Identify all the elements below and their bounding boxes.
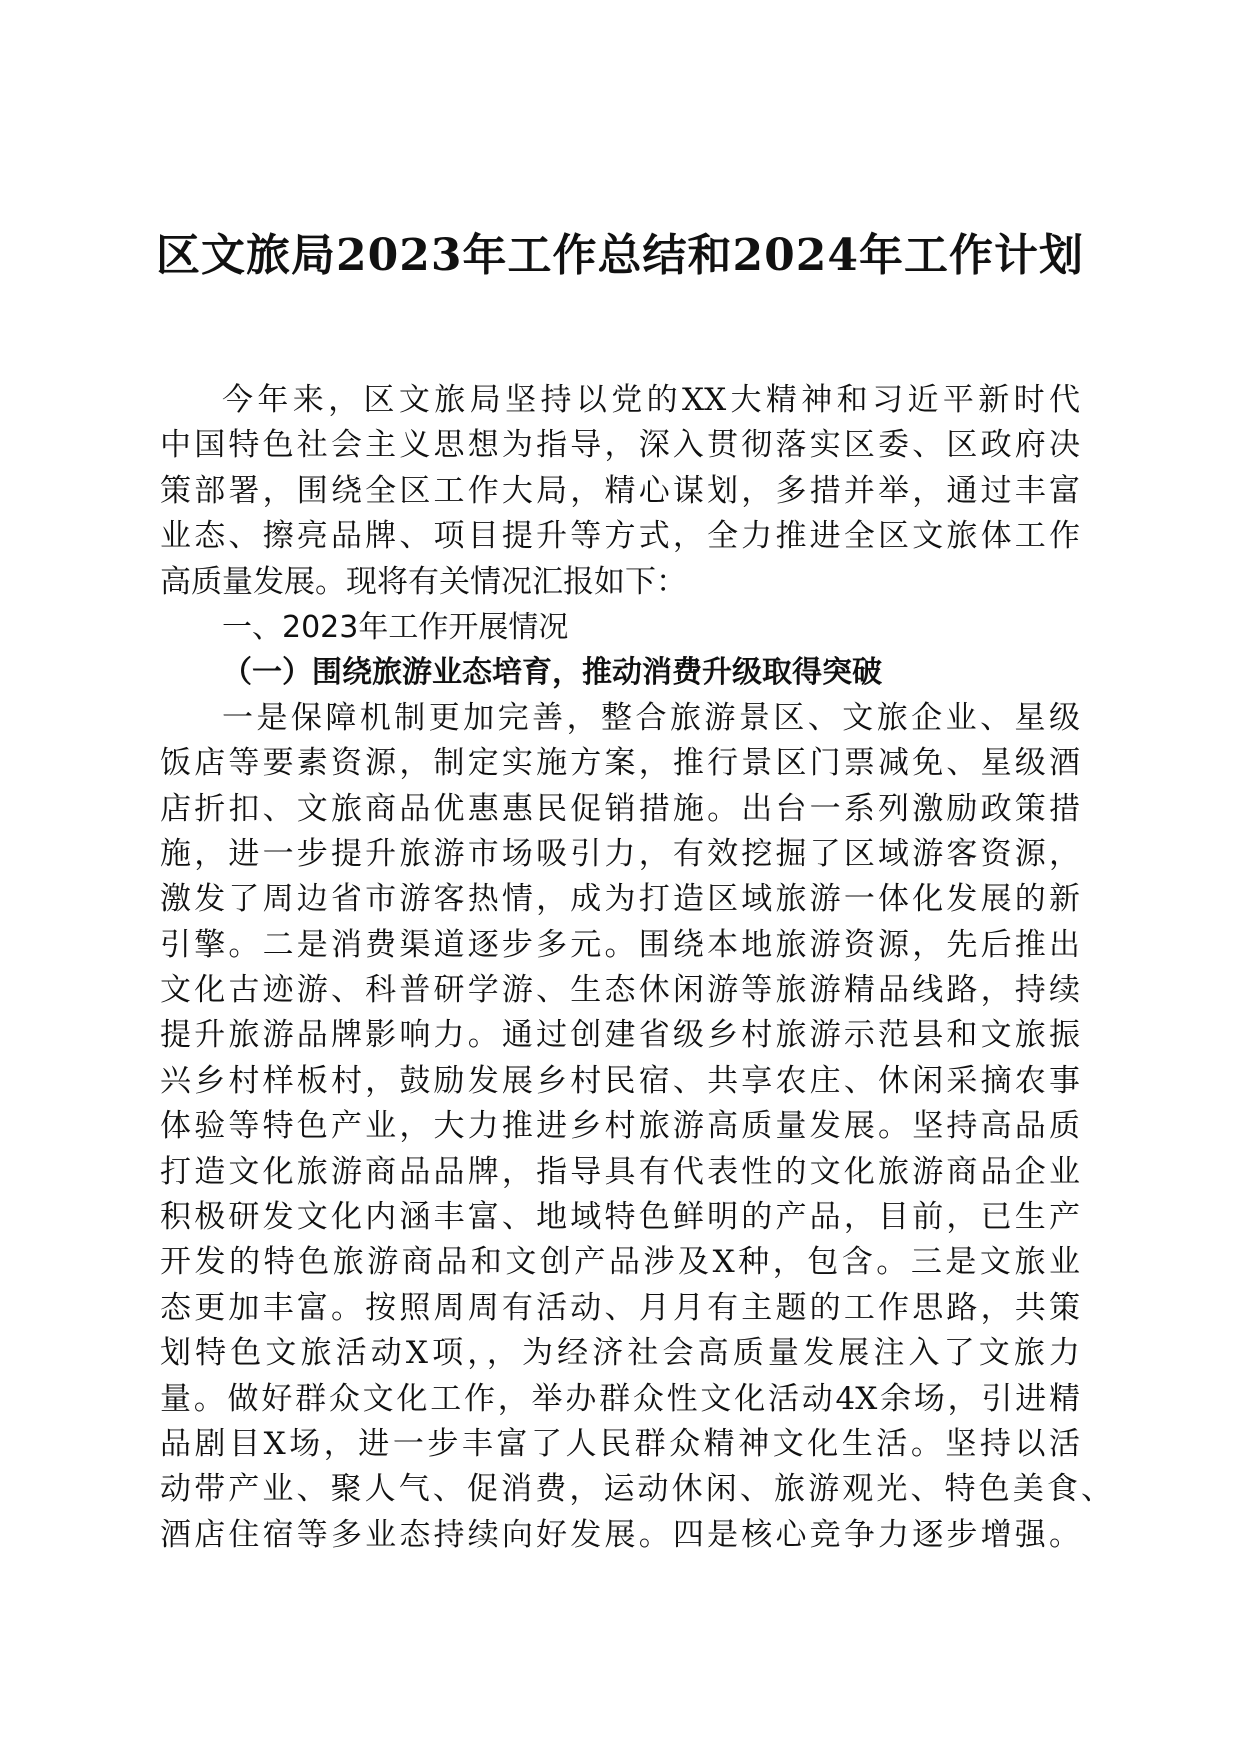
- body-line: 兴乡村样板村，鼓励发展乡村民宿、共享农庄、休闲采摘农事: [160, 1062, 1080, 1099]
- body-line: 酒店住宿等多业态持续向好发展。四是核心竞争力逐步增强。: [160, 1516, 1080, 1553]
- body-line: 打造文化旅游商品品牌，指导具有代表性的文化旅游商品企业: [160, 1153, 1080, 1190]
- body-line: 提升旅游品牌影响力。通过创建省级乡村旅游示范县和文旅振: [160, 1017, 1080, 1054]
- body-line: 引擎。二是消费渠道逐步多元。围绕本地旅游资源，先后推出: [160, 926, 1080, 963]
- body-line: 文化古迹游、科普研学游、生态休闲游等旅游精品线路，持续: [160, 972, 1080, 1009]
- body-line: 品剧目X场，进一步丰富了人民群众精神文化生活。坚持以活: [160, 1425, 1080, 1462]
- intro-paragraph: [160, 378, 1080, 605]
- body-line: 态更加丰富。按照周周有活动、月月有主题的工作思路，共策: [160, 1289, 1080, 1326]
- subsection-heading: （一）围绕旅游业态培育，推动消费升级取得突破: [222, 655, 882, 691]
- intro-line: 策部署，围绕全区工作大局，精心谋划，多措并举，通过丰富: [160, 472, 1080, 509]
- body-line: 积极研发文化内涵丰富、地域特色鲜明的产品，目前，已生产: [160, 1199, 1080, 1236]
- body-line: 饭店等要素资源，制定实施方案，推行景区门票减免、星级酒: [160, 745, 1080, 782]
- intro-line: 高质量发展。现将有关情况汇报如下：: [160, 563, 687, 600]
- body-line: 开发的特色旅游商品和文创产品涉及X种，包含。三是文旅业: [160, 1244, 1080, 1281]
- body-line: 量。做好群众文化工作，举办群众性文化活动4X余场，引进精: [160, 1380, 1080, 1417]
- document-title: 区文旅局2023年工作总结和2024年工作计划: [156, 230, 1084, 281]
- intro-line: 业态、擦亮品牌、项目提升等方式，全力推进全区文旅体工作: [160, 518, 1080, 555]
- body-line: 一是保障机制更加完善，整合旅游景区、文旅企业、星级: [222, 699, 1080, 736]
- body-line: 体验等特色产业，大力推进乡村旅游高质量发展。坚持高品质: [160, 1108, 1080, 1145]
- body-line: 激发了周边省市游客热情，成为打造区域旅游一体化发展的新: [160, 881, 1080, 918]
- body-line: 施，进一步提升旅游市场吸引力，有效挖掘了区域游客资源，: [160, 835, 1080, 872]
- body-line: 动带产业、聚人气、促消费，运动休闲、旅游观光、特色美食、: [160, 1471, 1112, 1508]
- intro-line: 中国特色社会主义思想为指导，深入贯彻落实区委、区政府决: [160, 427, 1080, 464]
- document-body: [160, 378, 1112, 1558]
- body-paragraph: [160, 696, 1112, 1558]
- intro-line: 今年来，区文旅局坚持以党的XX大精神和习近平新时代: [222, 382, 1080, 418]
- body-line: 店折扣、文旅商品优惠惠民促销措施。出台一系列激励政策措: [160, 790, 1080, 827]
- section-heading: 一、2023年工作开展情况: [222, 609, 569, 645]
- body-line: 划特色文旅活动X项，，为经济社会高质量发展注入了文旅力: [160, 1335, 1080, 1372]
